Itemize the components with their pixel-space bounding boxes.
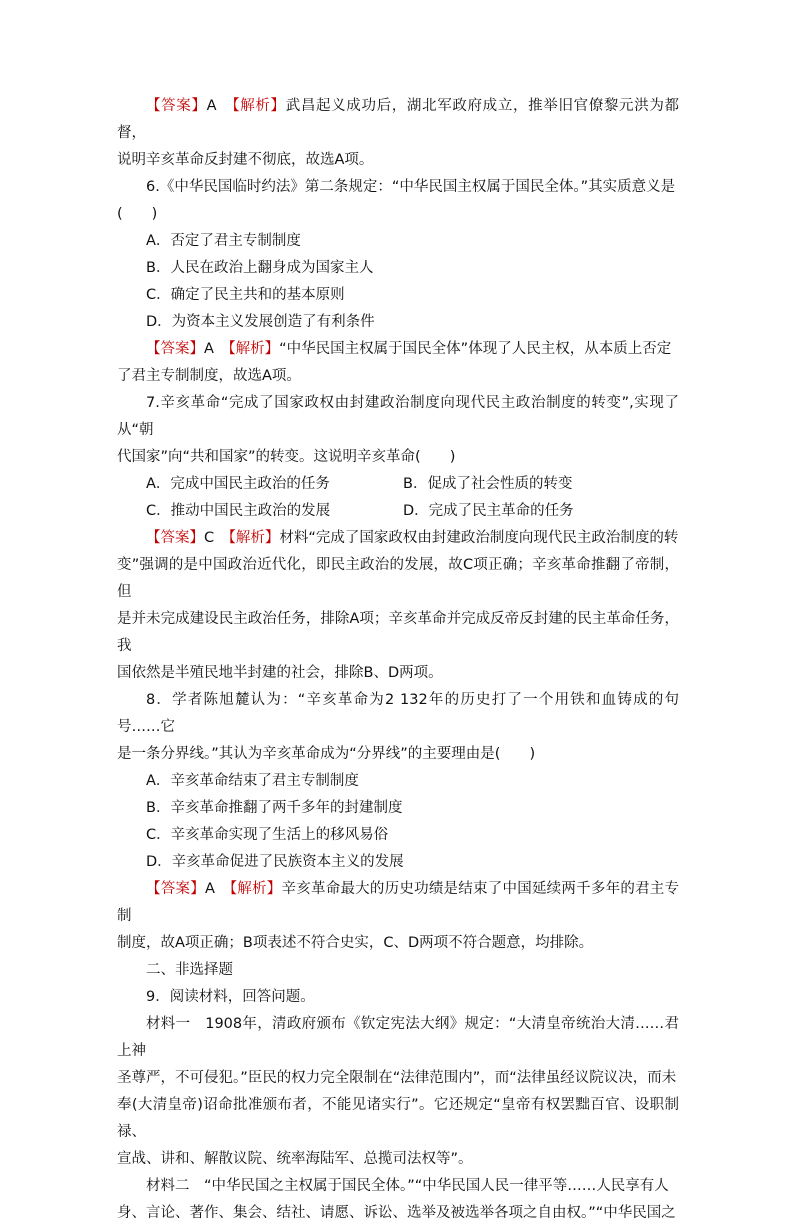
q8-option-b: B．辛亥革命推翻了两千多年的封建制度 [146,800,403,816]
q8-analysis-line-2: 制度，故A项正确；B项表述不符合史实，C、D两项不符合题意，均排除。 [117,935,594,951]
q8-stem-line-1: 8．学者陈旭麓认为：“辛亥革命为2 132年的历史打了一个用铁和血铸成的句号……它 [117,692,679,735]
answer-tag: 【答案】 [146,530,204,546]
q7-analysis-line-3: 是并未完成建设民主政治任务，排除A项；辛亥革命并完成反帝反封建的民主革命任务，我 [117,611,679,654]
analysis-text: 武昌起义成功后，湖北军政府成立，推举旧官僚黎元洪为都督， [117,98,680,141]
q6-analysis-line-1 [117,336,679,363]
q7-stem-line-2: 代国家”向“共和国家”的转变。这说明辛亥革命( ) [117,449,456,465]
analysis-tag: 【解析】 [229,881,282,897]
answer-value: A [204,341,214,357]
answer-tag: 【答案】 [146,341,204,357]
q8-stem-line-2: 是一条分界线。”其认为辛亥革命成为“分界线”的主要理由是( ) [117,746,536,762]
q7-analysis-line-1 [117,525,679,552]
analysis-text: 辛亥革命最大的历史功绩是结束了中国延续两千多年的君主专制 [117,881,680,924]
q9-material-2-line-2: 身、言论、著作、集会、结社、请愿、诉讼、选举及被选举各项之自由权。”“中华民国之 [117,1205,676,1221]
q8-analysis-line-1 [117,876,679,930]
q6-analysis-line-2: 了君主专制制度，故选A项。 [117,368,301,384]
section-title: 二、非选择题 [146,962,233,978]
analysis-tag: 【解析】 [228,530,280,546]
q6-stem-line-1: 6.《中华民国临时约法》第二条规定：“中华民国主权属于国民全体。”其实质意义是 [146,179,676,195]
q9-material-1-line-3: 奉(大清皇帝)诏命批准颁布者，不能见诸实行”。它还规定“皇帝有权罢黜百官、设职制禄、 [117,1097,679,1140]
q6-option-b: B．人民在政治上翻身成为国家主人 [146,260,374,276]
q7-analysis-line-2: 变”强调的是中国政治近代化，即民主政治的发展，故C项正确；辛亥革命推翻了帝制，但 [117,557,679,600]
q6-option-c: C．确定了民主共和的基本原则 [146,287,345,303]
q5-analysis-line-1 [117,93,679,147]
document-page [117,93,679,1227]
answer-tag: 【答案】 [146,881,205,897]
analysis-text: 材料“完成了国家政权由封建政治制度向现代民主政治制度的转 [279,530,679,546]
q7-option-c: C．推动中国民主政治的发展 [146,503,331,519]
q9-material-1-line-4: 宣战、讲和、解散议院、统率海陆军、总揽司法权等”。 [117,1151,473,1167]
q9-material-2-line-1: 材料二 “中华民国之主权属于国民全体。”“中华民国人民一律平等……人民享有人 [146,1178,669,1194]
q7-option-a: A．完成中国民主政治的任务 [146,476,330,492]
q8-option-c: C．辛亥革命实现了生活上的移风易俗 [146,827,389,843]
q9-material-1-line-1: 材料一 1908年，清政府颁布《钦定宪法大纲》规定：“大清皇帝统治大清……君上神 [117,1016,679,1059]
answer-value: C [204,530,215,546]
q6-option-a: A．否定了君主专制制度 [146,233,301,249]
q5-analysis-line-2: 说明辛亥革命反封建不彻底，故选A项。 [117,152,374,168]
analysis-tag: 【解析】 [232,98,286,114]
q7-options-row-2 [117,498,679,525]
q7-analysis-line-4: 国依然是半殖民地半封建的社会，排除B、D两项。 [117,665,443,681]
q8-option-d: D．辛亥革命促进了民族资本主义的发展 [146,854,404,870]
analysis-text: “中华民国主权属于国民全体”体现了人民主权，从本质上否定 [279,341,672,357]
answer-value: A [206,98,217,114]
q6-option-d: D．为资本主义发展创造了有利条件 [146,314,375,330]
q7-stem-line-1: 7.辛亥革命“完成了国家政权由封建政治制度向现代民主政治制度的转变”,实现了从“朝 [117,395,679,438]
q7-option-d: D．完成了民主革命的任务 [403,503,574,519]
q9-stem: 9．阅读材料，回答问题。 [146,989,315,1005]
q7-options-row-1 [117,471,679,498]
q6-stem-line-2: ( ) [117,206,158,222]
q7-option-b: B．促成了社会性质的转变 [403,476,573,492]
answer-value: A [204,881,215,897]
analysis-tag: 【解析】 [228,341,280,357]
q8-option-a: A．辛亥革命结束了君主专制制度 [146,773,359,789]
q9-material-1-line-2: 圣尊严，不可侵犯。”臣民的权力完全限制在“法律范围内”，而“法律虽经议院议决，而未 [117,1070,677,1086]
answer-tag: 【答案】 [146,98,207,114]
